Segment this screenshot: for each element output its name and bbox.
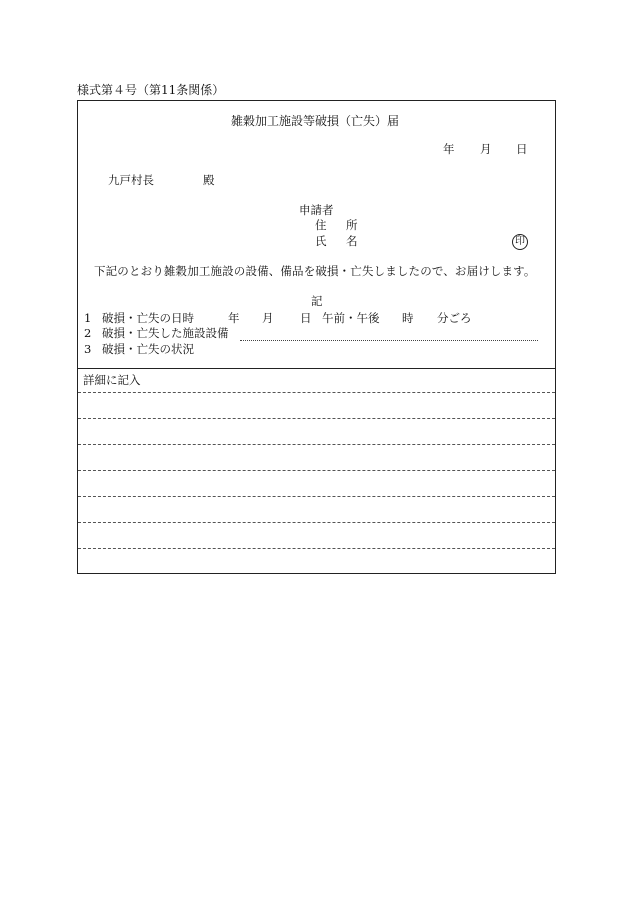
applicant-label: 申請者 bbox=[299, 203, 334, 217]
item-number: 2 bbox=[84, 326, 92, 340]
name-label-char1: 氏 bbox=[315, 234, 327, 248]
item-number: 3 bbox=[84, 342, 92, 356]
details-fill-line[interactable] bbox=[78, 470, 555, 471]
datetime-year-label: 年 bbox=[228, 311, 240, 325]
details-fill-line[interactable] bbox=[78, 392, 555, 393]
details-fill-line[interactable] bbox=[78, 444, 555, 445]
details-fill-line[interactable] bbox=[78, 548, 555, 549]
item-number: 1 bbox=[84, 311, 92, 325]
details-fill-line[interactable] bbox=[78, 496, 555, 497]
date-day-label: 日 bbox=[516, 142, 528, 156]
date-year-label: 年 bbox=[443, 142, 455, 156]
datetime-month-label: 月 bbox=[262, 311, 274, 325]
facility-fill-line[interactable] bbox=[240, 340, 538, 341]
item-label-datetime: 破損・亡失の日時 bbox=[102, 311, 194, 325]
item-label-situation: 破損・亡失の状況 bbox=[102, 342, 194, 356]
form-reference: 様式第４号（第11条関係） bbox=[77, 83, 225, 97]
details-fill-line[interactable] bbox=[78, 522, 555, 523]
datetime-hour-label: 時 bbox=[402, 311, 414, 325]
section-divider bbox=[77, 368, 556, 369]
address-label-char2: 所 bbox=[346, 218, 358, 232]
name-label-char2: 名 bbox=[346, 234, 358, 248]
details-fill-line[interactable] bbox=[78, 418, 555, 419]
seal-mark: 印 bbox=[512, 234, 528, 250]
datetime-day-label: 日 bbox=[300, 311, 312, 325]
datetime-ampm-label: 午前・午後 bbox=[322, 311, 380, 325]
record-mark: 記 bbox=[311, 294, 323, 308]
item-label-facility: 破損・亡失した施設設備 bbox=[102, 326, 229, 340]
datetime-minute-label: 分ごろ bbox=[437, 311, 472, 325]
addressee-name: 九戸村長 bbox=[108, 173, 154, 187]
address-label-char1: 住 bbox=[315, 218, 327, 232]
addressee-honorific: 殿 bbox=[203, 173, 215, 187]
body-text: 下記のとおり雑穀加工施設の設備、備品を破損・亡失しましたので、お届けします。 bbox=[94, 264, 536, 278]
form-title: 雑穀加工施設等破損（亡失）届 bbox=[230, 114, 399, 128]
form-title-row bbox=[0, 115, 630, 127]
details-label: 詳細に記入 bbox=[83, 373, 141, 387]
date-month-label: 月 bbox=[480, 142, 492, 156]
